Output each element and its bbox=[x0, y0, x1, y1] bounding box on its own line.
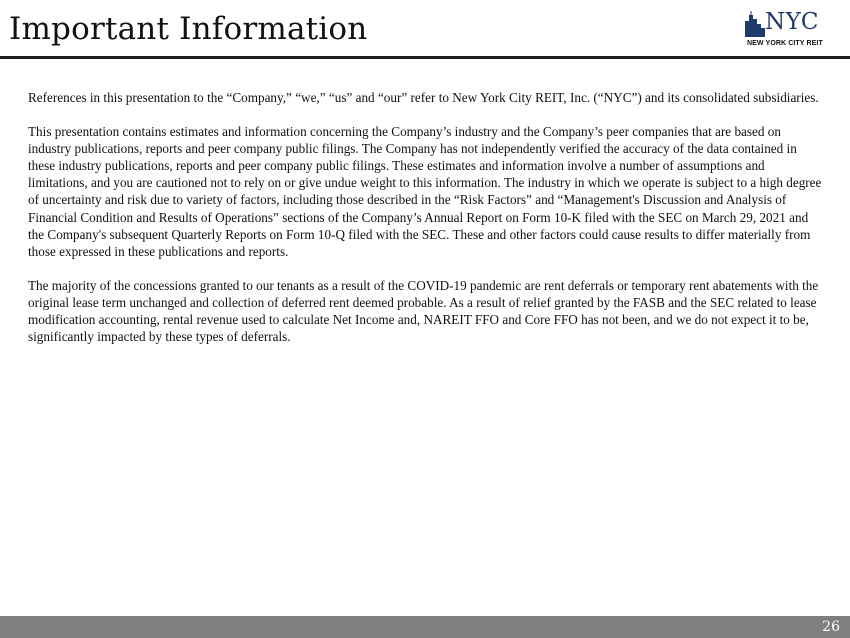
paragraph-covid-concessions: The majority of the concessions granted to our tenants as a result of the COVID-19 pandemic are rent deferrals or temporary rent abatements with the original lease term unchanged and collection of deferred rent deemed probable. As a result of relief granted by the FASB and the SEC related to lease modification accounting, rental revenue used to calculate Net Income and, NAREIT FFO and Core FFO has not been, and we do not expect it to be, significantly impacted by these types of deferrals. bbox=[28, 277, 819, 345]
logo-subtitle: NEW YORK CITY REIT bbox=[747, 40, 823, 47]
page-title: Important Information bbox=[9, 11, 368, 47]
paragraph-references: References in this presentation to the “Company,” “we,” “us” and “our” refer to New York City REIT, Inc. (“NYC”) and its consolidated subsidiaries. bbox=[28, 90, 819, 105]
footer-bar bbox=[0, 616, 850, 638]
disclaimer-body bbox=[28, 89, 824, 362]
page-number: 26 bbox=[822, 619, 840, 635]
city-skyline-icon bbox=[745, 11, 765, 37]
title-divider bbox=[0, 56, 850, 59]
company-logo bbox=[745, 11, 837, 51]
logo-wordmark: NYC bbox=[765, 9, 820, 35]
paragraph-estimates: This presentation contains estimates and information concerning the Company’s industry and the Company’s peer companies that are based on industry publications, reports and peer company public filings. The Company has not independently verified the accuracy of the data contained in these industry publications, reports and peer company public filings. These estimates and information involve a number of assumptions and limitations, and you are cautioned not to rely on or give undue weight to this information. The industry in which we operate is subject to a high degree of uncertainty and risk due to variety of factors, including those described in the “Risk Factors” and “Management's Discussion and Analysis of Financial Condition and Results of Operations” sections of the Company’s Annual Report on Form 10-K filed with the SEC on March 29, 2021 and the Company's subsequent Quarterly Reports on Form 10-Q filed with the SEC. These and other factors could cause results to differ materially from those expressed in these publications and reports. bbox=[28, 124, 822, 259]
